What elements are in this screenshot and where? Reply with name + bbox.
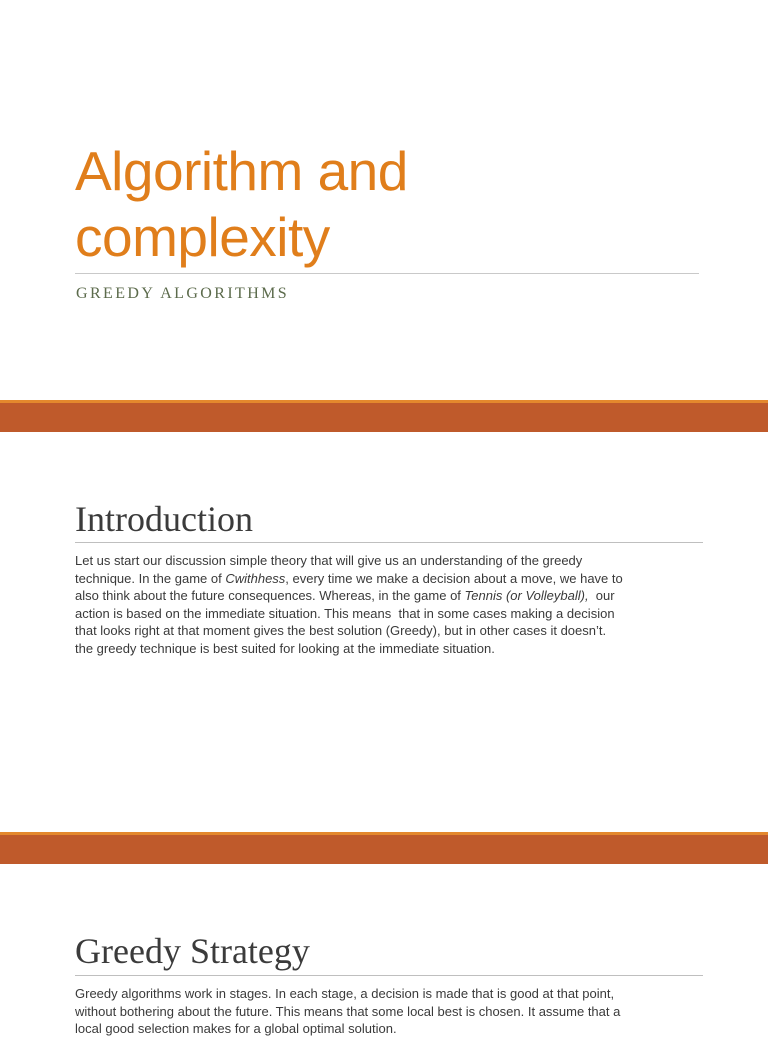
greedy-strategy-slide <box>0 864 768 1037</box>
text-run: our <box>588 588 615 604</box>
italic-term: Tennis (or Volleyball), <box>464 588 589 604</box>
text-run: , every time we make a decision about a move, we have to <box>285 570 623 586</box>
slide-separator <box>0 832 768 864</box>
page-title <box>75 138 695 270</box>
body-line: the greedy technique is best suited for looking at the immediate situation. <box>75 640 495 656</box>
body-line: without bothering about the future. This means that some local best is chosen. It assume that a <box>75 1003 621 1019</box>
introduction-body <box>75 552 715 658</box>
body-line: Let us start our discussion simple theory that will give us an understanding of the greedy <box>75 553 583 568</box>
title-line-2: complexity <box>75 206 330 268</box>
body-line <box>75 587 715 605</box>
greedy-strategy-body <box>75 985 715 1038</box>
body-line: Greedy algorithms work in stages. In each stage, a decision is made that is good at that point, <box>75 986 615 1001</box>
text-run: also think about the future consequences. Whereas, in the game of <box>75 588 465 604</box>
text-run: technique. In the game of <box>75 570 226 586</box>
introduction-heading: Introduction <box>75 499 253 539</box>
title-slide <box>0 0 768 400</box>
body-line: local good selection makes for a global optimal solution. <box>75 1021 397 1037</box>
greedy-strategy-heading: Greedy Strategy <box>75 931 310 971</box>
heading-divider <box>75 975 703 976</box>
heading-divider <box>75 542 703 543</box>
body-line <box>75 570 715 588</box>
body-line: action is based on the immediate situation. This means that in some cases making a decision <box>75 605 615 621</box>
slide-separator <box>0 400 768 432</box>
title-divider <box>75 273 699 274</box>
subtitle: GREEDY ALGORITHMS <box>76 285 290 302</box>
italic-term: Cwithhess <box>225 570 286 586</box>
introduction-slide <box>0 432 768 832</box>
body-line: that looks right at that moment gives the best solution (Greedy), but in other cases it doesn’t. <box>75 623 607 639</box>
title-line-1: Algorithm and <box>75 140 408 202</box>
